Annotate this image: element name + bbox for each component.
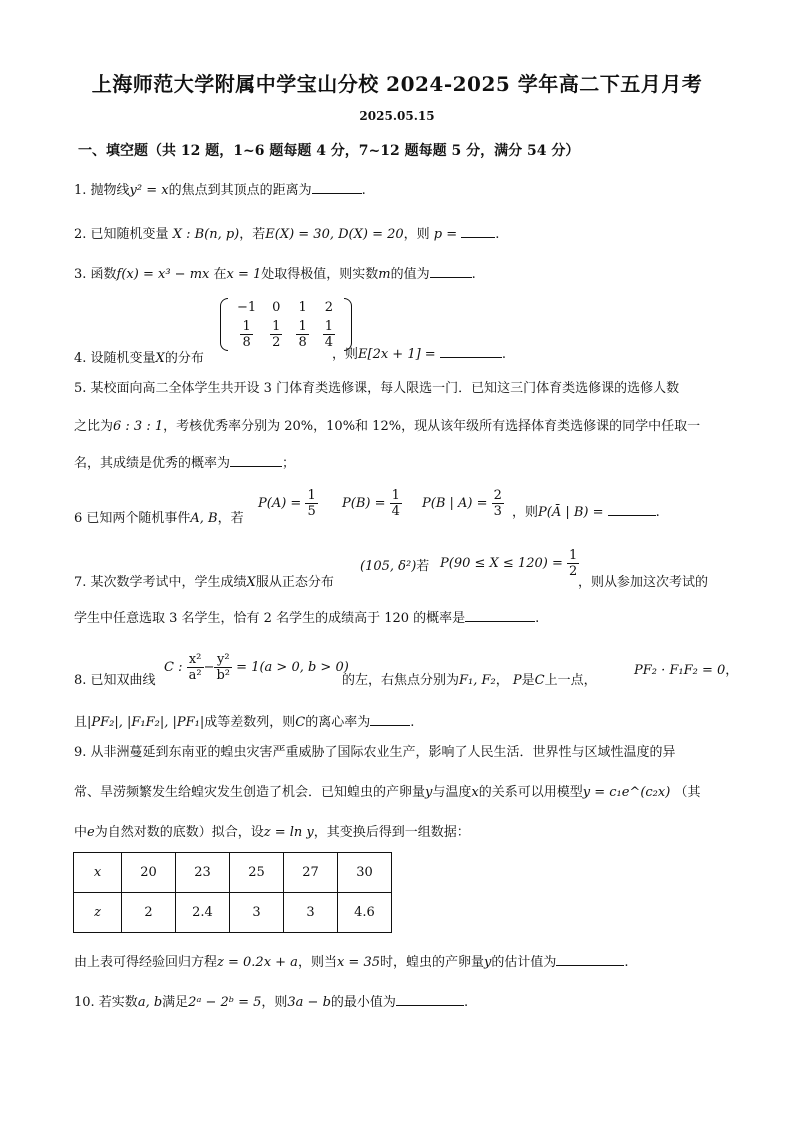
question-9-line-3: 中e为自然对数的底数）拟合，设z = ln y，其变换后得到一组数据：: [74, 825, 470, 840]
q2-math-2: E(X) = 30, D(X) = 20: [265, 227, 404, 242]
section-heading: 一、填空题（共 12 题，1~6 题每题 4 分，7~12 题每题 5 分，满分 54 分）: [78, 143, 580, 159]
question-5-line-1: 5. 某校面向高二全体学生共开设 3 门体育类选修课，每人限选一门．已知这三门体育类选修课的选修人数: [74, 381, 680, 396]
page-title: 上海师范大学附属中学宝山分校 2024-2025 学年高二下五月月考: [91, 72, 703, 96]
question-1: 1. 抛物线y² = x的焦点到其顶点的距离为 .: [74, 180, 724, 200]
table-row: x 20 23 25 27 30: [74, 853, 392, 893]
q2-answer-blank[interactable]: [461, 224, 495, 238]
q5-ratio: 6 : 3 : 1: [113, 419, 164, 434]
question-8: 8. 已知双曲线 C : $\frac{\text{x²}}{\text{a²}}$ − $\frac{\text{y²}}{\text{b²}}$ = 1(a > 0, b > 0) 的左，右焦点分别为F₁, F₂， P是C上一点， PF₂ · F₁F₂ = 0，: [74, 652, 739, 688]
q7-answer-blank[interactable]: [465, 608, 535, 622]
question-10: 10. 若实数a, b满足2ᵃ − 2ᵇ = 5，则3a − b的最小值为 .: [74, 992, 724, 1012]
q1-answer-blank[interactable]: [312, 180, 362, 194]
q1-math: y² = x: [129, 183, 169, 198]
q9-model: y = c₁e^(c₂x): [582, 785, 671, 800]
q4-distribution-matrix: −1 0 1 2 $\frac{1}{8}$ $\frac{1}{2}$ $\frac{1}{8}$ $\frac{1}{4}$: [220, 298, 352, 351]
question-3: 3. 函数f(x) = x³ − mx 在x = 1处取得极值，则实数m的值为 .: [74, 264, 724, 284]
q4-answer-blank[interactable]: [440, 344, 502, 358]
question-5-line-3: 名，其成绩是优秀的概率为 ；: [74, 453, 724, 473]
q8-math-3: |PF₂|, |F₁F₂|, |PF₁|: [87, 715, 205, 730]
q1-text: 1. 抛物线: [74, 183, 130, 198]
table-row: z 2 2.4 3 3 4.6: [74, 893, 392, 933]
q6-answer-blank[interactable]: [608, 502, 656, 516]
q1-text-2: 的焦点到其顶点的距离为: [168, 183, 312, 198]
q7-math-1: (105, δ²): [360, 559, 417, 574]
question-7: 7. 某次数学考试中，学生成绩X服从正态分布 (105, δ²)若 P(90 ≤ X ≤ 120) = $\frac{1}{2}$ ，则从参加这次考试的: [74, 548, 709, 590]
exam-date: 2025.05.15: [359, 109, 435, 123]
question-5-line-2: 之比为6 : 3 : 1，考核优秀率分别为 20%，10%和 12%，现从该年级所有选择体育类选修课的同学中任取一: [74, 419, 701, 434]
q3-math-2: x = 1: [226, 267, 262, 282]
question-6: 6 已知两个随机事件A, B，若 P(A) = $\frac{1}{5}$ P(B) = $\frac{1}{4}$ P(B | A) = $\frac{2}{3}$ ，则P(Ā | B) = .: [74, 488, 660, 526]
q5-answer-blank[interactable]: [230, 453, 282, 467]
q8-math-1: = 1(a > 0, b > 0): [236, 660, 349, 675]
q3-math-1: f(x) = x³ − mx: [116, 267, 210, 282]
q2-math-1: X : B(n, p): [172, 227, 240, 242]
question-9-line-2: 常、旱涝频繁发生给蝗灾发生创造了机会．已知蝗虫的产卵量y与温度x的关系可以用模型y = c₁e^(c₂x) （其: [74, 785, 701, 800]
q7-math-2: P(90 ≤ X ≤ 120) =: [440, 556, 563, 571]
q8-answer-blank[interactable]: [370, 712, 410, 726]
question-2: 2. 已知随机变量 X : B(n, p)，若E(X) = 30, D(X) = 20，则 p = .: [74, 224, 724, 244]
q9-data-table: [73, 852, 392, 933]
q9-regression: z = 0.2x + a: [217, 955, 298, 970]
q2-math-3: p =: [433, 227, 458, 242]
q4-math: E[2x + 1] =: [358, 347, 436, 362]
q6-math: P(Ā | B) =: [538, 505, 604, 520]
question-7-line-2: 学生中任意选取 3 名学生，恰有 2 名学生的成绩高于 120 的概率是 .: [74, 608, 724, 628]
q3-answer-blank[interactable]: [430, 264, 472, 278]
q9-answer-blank[interactable]: [556, 952, 624, 966]
question-8-line-2: 且|PF₂|, |F₁F₂|, |PF₁|成等差数列，则C的离心率为 .: [74, 712, 724, 732]
question-9-line-4: 由上表可得经验回归方程z = 0.2x + a，则当x = 35时，蝗虫的产卵量y的估计值为 .: [74, 952, 724, 972]
q8-math-2: PF₂ · F₁F₂ = 0: [634, 663, 726, 678]
question-9-line-1: 9. 从非洲蔓延到东南亚的蝗虫灾害严重威胁了国际农业生产，影响了人民生活．世界性与区域性温度的异: [74, 745, 676, 760]
question-4: 4. 设随机变量X的分布 −1 0 1 2 $\frac{1}{8}$ $\frac{1}{2}$ $\frac{1}{8}$ $\frac{1}{4}$ ，则E[2x + 1] = .: [74, 300, 506, 366]
q10-math: 2ᵃ − 2ᵇ = 5: [188, 995, 262, 1010]
q10-answer-blank[interactable]: [396, 992, 464, 1006]
